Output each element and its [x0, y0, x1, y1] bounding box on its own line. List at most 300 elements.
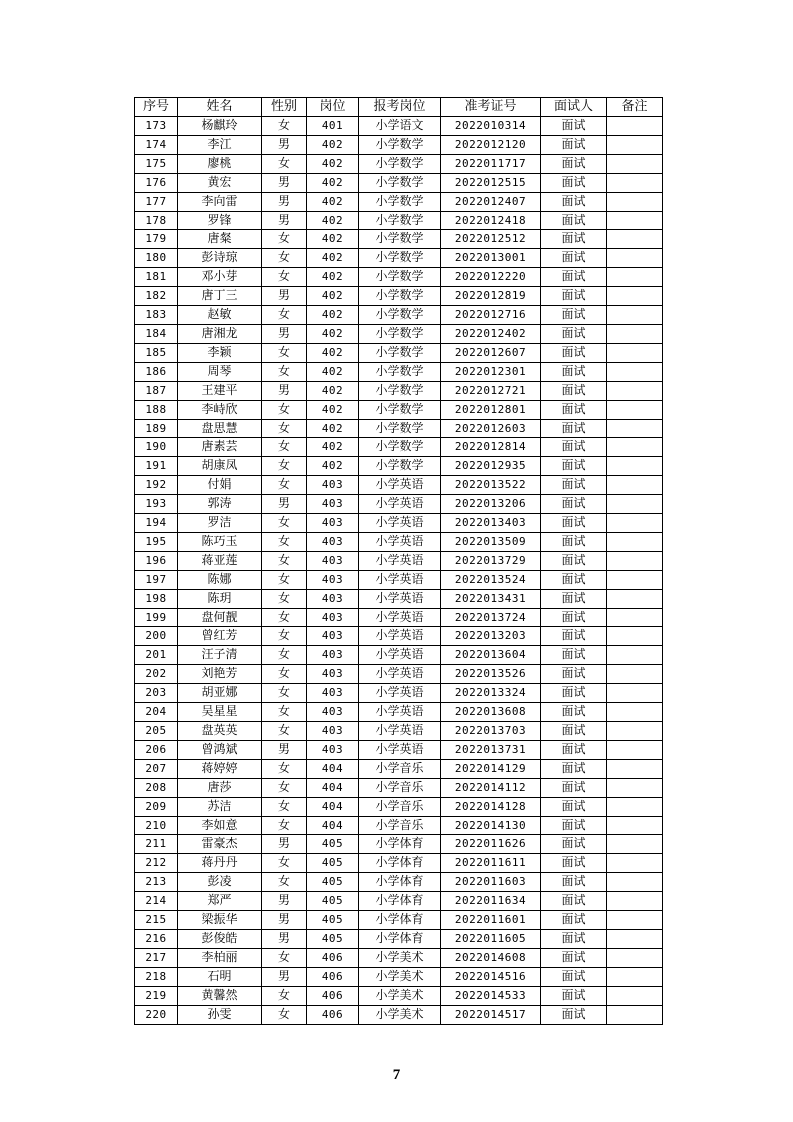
name-cell: 蒋丹丹	[178, 854, 262, 873]
name-cell: 郑严	[178, 892, 262, 911]
seq-cell: 195	[135, 532, 178, 551]
applied-post-cell: 小学语文	[359, 117, 441, 136]
name-cell: 李向雷	[178, 192, 262, 211]
post-cell: 402	[307, 438, 359, 457]
seq-cell: 205	[135, 722, 178, 741]
table-row	[135, 514, 663, 533]
table-row	[135, 419, 663, 438]
table-row	[135, 495, 663, 514]
ticket-number-cell: 2022011634	[441, 892, 541, 911]
post-cell: 403	[307, 514, 359, 533]
interview-cell: 面试	[541, 514, 607, 533]
interview-cell: 面试	[541, 306, 607, 325]
interview-cell: 面试	[541, 722, 607, 741]
seq-cell: 217	[135, 948, 178, 967]
table-row	[135, 778, 663, 797]
applied-post-cell: 小学数学	[359, 381, 441, 400]
table-row	[135, 608, 663, 627]
gender-cell: 女	[262, 268, 307, 287]
ticket-number-cell: 2022012512	[441, 230, 541, 249]
ticket-number-cell: 2022012819	[441, 287, 541, 306]
ticket-number-cell: 2022013526	[441, 665, 541, 684]
gender-cell: 男	[262, 381, 307, 400]
remark-cell	[607, 400, 663, 419]
remark-cell	[607, 929, 663, 948]
seq-cell: 203	[135, 684, 178, 703]
ticket-number-cell: 2022013324	[441, 684, 541, 703]
ticket-number-cell: 2022012801	[441, 400, 541, 419]
interview-cell: 面试	[541, 986, 607, 1005]
applied-post-cell: 小学数学	[359, 438, 441, 457]
ticket-number-cell: 2022013431	[441, 589, 541, 608]
name-cell: 李如意	[178, 816, 262, 835]
post-cell: 406	[307, 948, 359, 967]
seq-cell: 193	[135, 495, 178, 514]
applied-post-cell: 小学数学	[359, 135, 441, 154]
ticket-number-cell: 2022014130	[441, 816, 541, 835]
applied-post-cell: 小学英语	[359, 608, 441, 627]
name-cell: 胡亚娜	[178, 684, 262, 703]
interview-cell: 面试	[541, 457, 607, 476]
gender-cell: 女	[262, 117, 307, 136]
remark-cell	[607, 892, 663, 911]
applied-post-cell: 小学数学	[359, 400, 441, 419]
table-row	[135, 306, 663, 325]
seq-cell: 186	[135, 362, 178, 381]
gender-cell: 女	[262, 986, 307, 1005]
table-row	[135, 722, 663, 741]
seq-cell: 209	[135, 797, 178, 816]
applied-post-cell: 小学英语	[359, 646, 441, 665]
remark-cell	[607, 457, 663, 476]
remark-cell	[607, 287, 663, 306]
gender-cell: 女	[262, 608, 307, 627]
name-cell: 廖桃	[178, 154, 262, 173]
applied-post-cell: 小学音乐	[359, 797, 441, 816]
post-cell: 402	[307, 324, 359, 343]
gender-cell: 男	[262, 324, 307, 343]
gender-cell: 女	[262, 532, 307, 551]
name-cell: 彭俊皓	[178, 929, 262, 948]
interview-cell: 面试	[541, 362, 607, 381]
post-cell: 402	[307, 135, 359, 154]
seq-cell: 191	[135, 457, 178, 476]
seq-cell: 178	[135, 211, 178, 230]
applied-post-cell: 小学数学	[359, 362, 441, 381]
applied-post-cell: 小学美术	[359, 1005, 441, 1024]
post-cell: 402	[307, 211, 359, 230]
ticket-number-cell: 2022012515	[441, 173, 541, 192]
table-row	[135, 589, 663, 608]
table-row	[135, 457, 663, 476]
seq-cell: 180	[135, 249, 178, 268]
name-cell: 唐湘龙	[178, 324, 262, 343]
seq-cell: 214	[135, 892, 178, 911]
applied-post-cell: 小学音乐	[359, 778, 441, 797]
interview-cell: 面试	[541, 759, 607, 778]
applied-post-cell: 小学体育	[359, 835, 441, 854]
ticket-number-cell: 2022013001	[441, 249, 541, 268]
applied-post-cell: 小学数学	[359, 343, 441, 362]
name-cell: 黄馨然	[178, 986, 262, 1005]
table-row	[135, 117, 663, 136]
post-cell: 406	[307, 1005, 359, 1024]
seq-cell: 199	[135, 608, 178, 627]
post-cell: 406	[307, 967, 359, 986]
applied-post-cell: 小学体育	[359, 854, 441, 873]
post-cell: 403	[307, 589, 359, 608]
post-cell: 402	[307, 419, 359, 438]
remark-cell	[607, 797, 663, 816]
column-header: 备注	[607, 98, 663, 117]
interview-cell: 面试	[541, 854, 607, 873]
post-cell: 403	[307, 740, 359, 759]
name-cell: 杨麒玲	[178, 117, 262, 136]
applied-post-cell: 小学体育	[359, 892, 441, 911]
table-row	[135, 532, 663, 551]
post-cell: 404	[307, 816, 359, 835]
interview-cell: 面试	[541, 343, 607, 362]
name-cell: 李江	[178, 135, 262, 154]
ticket-number-cell: 2022013522	[441, 476, 541, 495]
post-cell: 403	[307, 570, 359, 589]
applied-post-cell: 小学美术	[359, 967, 441, 986]
gender-cell: 女	[262, 854, 307, 873]
post-cell: 402	[307, 268, 359, 287]
interview-cell: 面试	[541, 400, 607, 419]
interview-cell: 面试	[541, 929, 607, 948]
remark-cell	[607, 967, 663, 986]
remark-cell	[607, 759, 663, 778]
table-row	[135, 627, 663, 646]
gender-cell: 女	[262, 438, 307, 457]
name-cell: 唐素芸	[178, 438, 262, 457]
seq-cell: 197	[135, 570, 178, 589]
remark-cell	[607, 192, 663, 211]
interview-cell: 面试	[541, 892, 607, 911]
table-row	[135, 684, 663, 703]
table-row	[135, 211, 663, 230]
gender-cell: 男	[262, 192, 307, 211]
remark-cell	[607, 362, 663, 381]
remark-cell	[607, 117, 663, 136]
seq-cell: 176	[135, 173, 178, 192]
table-row	[135, 476, 663, 495]
remark-cell	[607, 665, 663, 684]
seq-cell: 190	[135, 438, 178, 457]
table-row	[135, 911, 663, 930]
column-header: 报考岗位	[359, 98, 441, 117]
seq-cell: 173	[135, 117, 178, 136]
seq-cell: 216	[135, 929, 178, 948]
table-row	[135, 154, 663, 173]
table-row	[135, 929, 663, 948]
ticket-number-cell: 2022011626	[441, 835, 541, 854]
name-cell: 赵敏	[178, 306, 262, 325]
ticket-number-cell: 2022013206	[441, 495, 541, 514]
gender-cell: 女	[262, 627, 307, 646]
interview-cell: 面试	[541, 665, 607, 684]
table-row	[135, 873, 663, 892]
post-cell: 404	[307, 759, 359, 778]
table-row	[135, 400, 663, 419]
gender-cell: 男	[262, 911, 307, 930]
name-cell: 盘英英	[178, 722, 262, 741]
applied-post-cell: 小学体育	[359, 911, 441, 930]
post-cell: 405	[307, 835, 359, 854]
applied-post-cell: 小学体育	[359, 929, 441, 948]
interview-cell: 面试	[541, 173, 607, 192]
interview-cell: 面试	[541, 211, 607, 230]
remark-cell	[607, 948, 663, 967]
interview-cell: 面试	[541, 608, 607, 627]
interview-cell: 面试	[541, 135, 607, 154]
gender-cell: 男	[262, 211, 307, 230]
table-row	[135, 551, 663, 570]
ticket-number-cell: 2022011717	[441, 154, 541, 173]
remark-cell	[607, 684, 663, 703]
seq-cell: 185	[135, 343, 178, 362]
name-cell: 唐丁三	[178, 287, 262, 306]
post-cell: 404	[307, 797, 359, 816]
table-header-row	[135, 98, 663, 117]
applied-post-cell: 小学英语	[359, 551, 441, 570]
table-row	[135, 948, 663, 967]
applied-post-cell: 小学数学	[359, 211, 441, 230]
gender-cell: 男	[262, 740, 307, 759]
ticket-number-cell: 2022013608	[441, 703, 541, 722]
name-cell: 蒋亚莲	[178, 551, 262, 570]
applied-post-cell: 小学英语	[359, 514, 441, 533]
table-row	[135, 797, 663, 816]
name-cell: 陈玥	[178, 589, 262, 608]
post-cell: 405	[307, 892, 359, 911]
gender-cell: 女	[262, 362, 307, 381]
interview-cell: 面试	[541, 589, 607, 608]
table-row	[135, 665, 663, 684]
applied-post-cell: 小学音乐	[359, 759, 441, 778]
table-row	[135, 192, 663, 211]
ticket-number-cell: 2022013203	[441, 627, 541, 646]
gender-cell: 女	[262, 400, 307, 419]
remark-cell	[607, 230, 663, 249]
post-cell: 403	[307, 646, 359, 665]
applied-post-cell: 小学数学	[359, 154, 441, 173]
gender-cell: 男	[262, 173, 307, 192]
name-cell: 彭凌	[178, 873, 262, 892]
column-header: 序号	[135, 98, 178, 117]
seq-cell: 202	[135, 665, 178, 684]
ticket-number-cell: 2022013403	[441, 514, 541, 533]
remark-cell	[607, 249, 663, 268]
remark-cell	[607, 589, 663, 608]
interview-cell: 面试	[541, 551, 607, 570]
ticket-number-cell: 2022012402	[441, 324, 541, 343]
table-row	[135, 230, 663, 249]
gender-cell: 男	[262, 835, 307, 854]
name-cell: 石明	[178, 967, 262, 986]
name-cell: 盘何靓	[178, 608, 262, 627]
gender-cell: 男	[262, 135, 307, 154]
seq-cell: 177	[135, 192, 178, 211]
remark-cell	[607, 873, 663, 892]
remark-cell	[607, 1005, 663, 1024]
post-cell: 403	[307, 665, 359, 684]
applied-post-cell: 小学数学	[359, 173, 441, 192]
table-row	[135, 381, 663, 400]
interview-cell: 面试	[541, 684, 607, 703]
ticket-number-cell: 2022012607	[441, 343, 541, 362]
interview-cell: 面试	[541, 778, 607, 797]
interview-cell: 面试	[541, 911, 607, 930]
remark-cell	[607, 986, 663, 1005]
remark-cell	[607, 646, 663, 665]
post-cell: 406	[307, 986, 359, 1005]
interview-cell: 面试	[541, 287, 607, 306]
seq-cell: 192	[135, 476, 178, 495]
gender-cell: 女	[262, 703, 307, 722]
remark-cell	[607, 135, 663, 154]
table-row	[135, 646, 663, 665]
ticket-number-cell: 2022012814	[441, 438, 541, 457]
ticket-number-cell: 2022014517	[441, 1005, 541, 1024]
table-body	[135, 117, 663, 1025]
seq-cell: 204	[135, 703, 178, 722]
ticket-number-cell: 2022013729	[441, 551, 541, 570]
gender-cell: 女	[262, 665, 307, 684]
applied-post-cell: 小学音乐	[359, 816, 441, 835]
post-cell: 403	[307, 722, 359, 741]
remark-cell	[607, 381, 663, 400]
name-cell: 唐粲	[178, 230, 262, 249]
interview-cell: 面试	[541, 873, 607, 892]
applied-post-cell: 小学英语	[359, 703, 441, 722]
name-cell: 曾鸿斌	[178, 740, 262, 759]
ticket-number-cell: 2022014608	[441, 948, 541, 967]
gender-cell: 女	[262, 419, 307, 438]
table-row	[135, 892, 663, 911]
remark-cell	[607, 570, 663, 589]
table-row	[135, 268, 663, 287]
remark-cell	[607, 740, 663, 759]
seq-cell: 220	[135, 1005, 178, 1024]
remark-cell	[607, 173, 663, 192]
gender-cell: 女	[262, 230, 307, 249]
ticket-number-cell: 2022012721	[441, 381, 541, 400]
table-row	[135, 249, 663, 268]
applied-post-cell: 小学数学	[359, 287, 441, 306]
post-cell: 402	[307, 362, 359, 381]
seq-cell: 187	[135, 381, 178, 400]
name-cell: 蒋婷婷	[178, 759, 262, 778]
seq-cell: 218	[135, 967, 178, 986]
post-cell: 403	[307, 627, 359, 646]
gender-cell: 男	[262, 892, 307, 911]
remark-cell	[607, 816, 663, 835]
name-cell: 盘思慧	[178, 419, 262, 438]
interview-cell: 面试	[541, 419, 607, 438]
seq-cell: 175	[135, 154, 178, 173]
remark-cell	[607, 419, 663, 438]
name-cell: 李峙欣	[178, 400, 262, 419]
seq-cell: 188	[135, 400, 178, 419]
table-row	[135, 173, 663, 192]
ticket-number-cell: 2022013604	[441, 646, 541, 665]
gender-cell: 女	[262, 778, 307, 797]
name-cell: 曾红芳	[178, 627, 262, 646]
seq-cell: 189	[135, 419, 178, 438]
interview-cell: 面试	[541, 230, 607, 249]
post-cell: 403	[307, 551, 359, 570]
page-number: 7	[392, 1067, 401, 1083]
applied-post-cell: 小学英语	[359, 570, 441, 589]
interview-cell: 面试	[541, 192, 607, 211]
gender-cell: 女	[262, 570, 307, 589]
post-cell: 402	[307, 400, 359, 419]
ticket-number-cell: 2022011603	[441, 873, 541, 892]
table-row	[135, 1005, 663, 1024]
seq-cell: 184	[135, 324, 178, 343]
remark-cell	[607, 438, 663, 457]
candidate-table-container	[134, 97, 662, 1025]
remark-cell	[607, 627, 663, 646]
gender-cell: 男	[262, 287, 307, 306]
name-cell: 吴星星	[178, 703, 262, 722]
interview-cell: 面试	[541, 495, 607, 514]
post-cell: 402	[307, 249, 359, 268]
remark-cell	[607, 551, 663, 570]
remark-cell	[607, 211, 663, 230]
interview-cell: 面试	[541, 967, 607, 986]
applied-post-cell: 小学数学	[359, 268, 441, 287]
table-row	[135, 816, 663, 835]
name-cell: 付娟	[178, 476, 262, 495]
name-cell: 陈巧玉	[178, 532, 262, 551]
ticket-number-cell: 2022014128	[441, 797, 541, 816]
seq-cell: 196	[135, 551, 178, 570]
post-cell: 402	[307, 154, 359, 173]
name-cell: 梁振华	[178, 911, 262, 930]
applied-post-cell: 小学数学	[359, 457, 441, 476]
column-header: 姓名	[178, 98, 262, 117]
seq-cell: 215	[135, 911, 178, 930]
table-row	[135, 135, 663, 154]
interview-cell: 面试	[541, 570, 607, 589]
ticket-number-cell: 2022013724	[441, 608, 541, 627]
name-cell: 唐莎	[178, 778, 262, 797]
seq-cell: 211	[135, 835, 178, 854]
applied-post-cell: 小学数学	[359, 419, 441, 438]
interview-cell: 面试	[541, 1005, 607, 1024]
interview-cell: 面试	[541, 117, 607, 136]
remark-cell	[607, 722, 663, 741]
applied-post-cell: 小学数学	[359, 249, 441, 268]
seq-cell: 207	[135, 759, 178, 778]
post-cell: 401	[307, 117, 359, 136]
gender-cell: 女	[262, 514, 307, 533]
remark-cell	[607, 476, 663, 495]
interview-cell: 面试	[541, 381, 607, 400]
table-row	[135, 759, 663, 778]
name-cell: 苏洁	[178, 797, 262, 816]
name-cell: 孙雯	[178, 1005, 262, 1024]
gender-cell: 女	[262, 249, 307, 268]
table-row	[135, 703, 663, 722]
ticket-number-cell: 2022012301	[441, 362, 541, 381]
gender-cell: 女	[262, 551, 307, 570]
ticket-number-cell: 2022012220	[441, 268, 541, 287]
post-cell: 403	[307, 495, 359, 514]
